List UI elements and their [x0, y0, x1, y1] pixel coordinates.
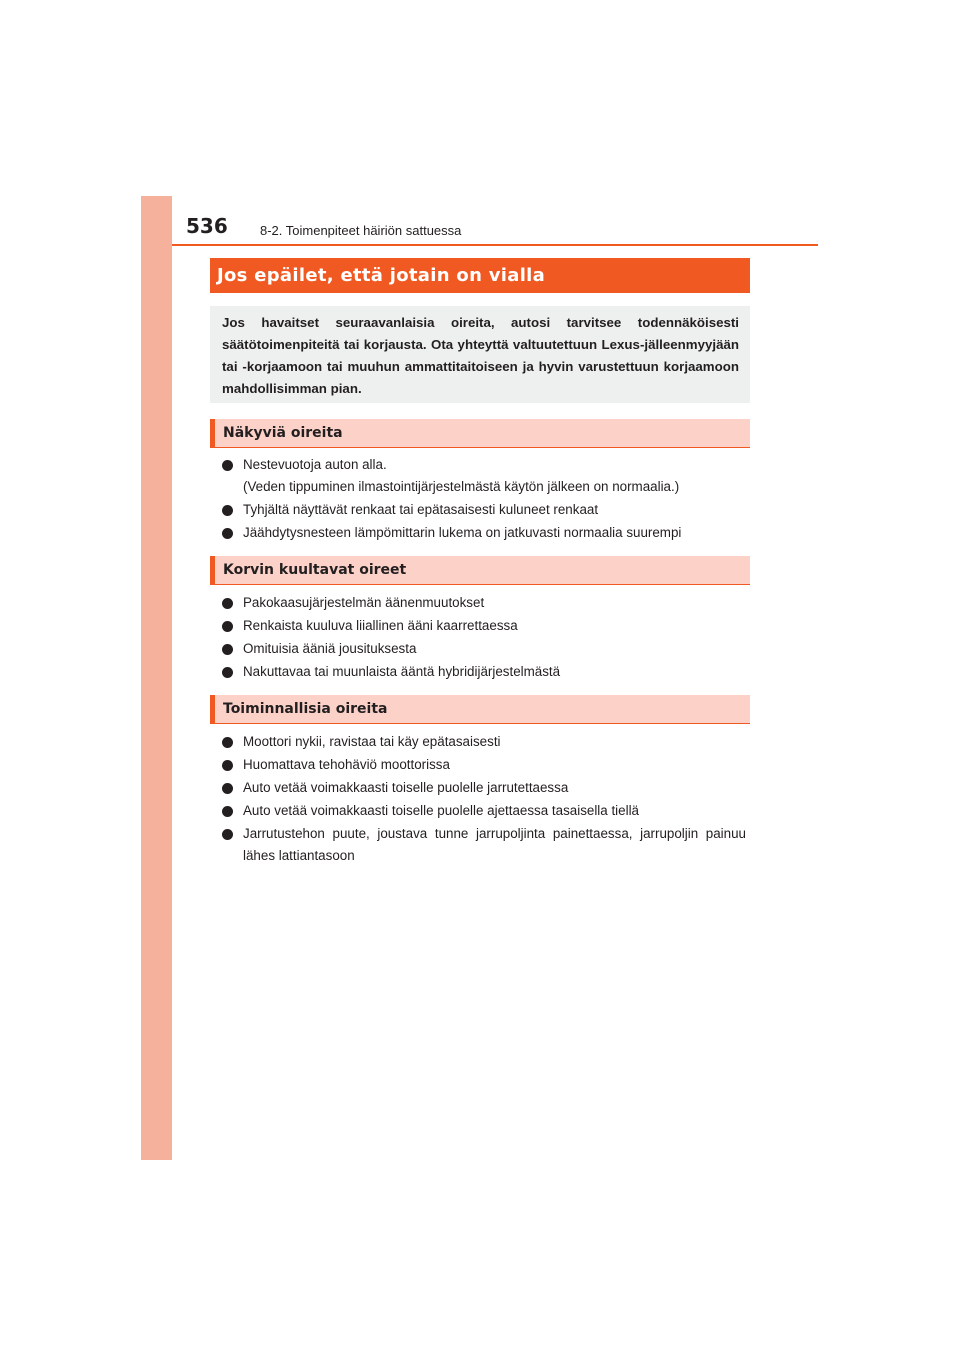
visible-symptoms-heading: Näkyviä oireita — [223, 425, 343, 441]
audible-symptoms-heading-bar — [210, 556, 750, 584]
visible-symptoms-list — [222, 454, 746, 545]
list-item — [222, 592, 746, 614]
list-item — [222, 499, 746, 521]
list-item-text: Pakokaasujärjestelmän äänenmuutokset — [243, 595, 485, 610]
list-item-text: Auto vetää voimakkaasti toiselle puolelle ajettaessa tasaisella tiellä — [243, 803, 639, 818]
list-item-text: Renkaista kuuluva liiallinen ääni kaarrettaessa — [243, 618, 518, 633]
bullet-icon — [222, 621, 233, 632]
bullet-icon — [222, 806, 233, 817]
bullet-icon — [222, 505, 233, 516]
header-rule — [172, 244, 818, 246]
list-item-text: Moottori nykii, ravistaa tai käy epätasaisesti — [243, 734, 501, 749]
bullet-icon — [222, 829, 233, 840]
list-item-text: Tyhjältä näyttävät renkaat tai epätasaisesti kuluneet renkaat — [243, 502, 599, 517]
list-item — [222, 777, 746, 799]
list-item — [222, 454, 746, 498]
list-item — [222, 754, 746, 776]
list-item — [222, 661, 746, 683]
audible-symptoms-list — [222, 592, 746, 684]
list-item — [222, 615, 746, 637]
chapter-header: 8-2. Toimenpiteet häiriön sattuessa — [260, 223, 462, 238]
list-item-text: Omituisia ääniä jousituksesta — [243, 641, 417, 656]
bullet-icon — [222, 644, 233, 655]
bullet-icon — [222, 528, 233, 539]
functional-symptoms-heading-bar — [210, 695, 750, 723]
list-item-text: Auto vetää voimakkaasti toiselle puolelle jarrutettaessa — [243, 780, 569, 795]
section-title-bar — [210, 258, 750, 293]
list-item-text: Nakuttavaa tai muunlaista ääntä hybridijärjestelmästä — [243, 664, 561, 679]
bullet-icon — [222, 783, 233, 794]
section-title: Jos epäilet, että jotain on vialla — [217, 265, 546, 286]
list-item-note: (Veden tippuminen ilmastointijärjestelmästä käytön jälkeen on normaalia.) — [243, 479, 680, 494]
list-item — [222, 522, 746, 544]
bullet-icon — [222, 737, 233, 748]
list-item-text: Jarrutustehon puute, joustava tunne jarrupoljinta painettaessa, jarrupoljin painuu lähes lattiantasoon — [243, 826, 746, 863]
intro-box — [210, 306, 750, 403]
functional-symptoms-list — [222, 731, 746, 868]
list-item — [222, 638, 746, 660]
list-item — [222, 731, 746, 753]
list-item-text: Nestevuotoja auton alla. — [243, 457, 387, 472]
bullet-icon — [222, 598, 233, 609]
list-item — [222, 800, 746, 822]
bullet-icon — [222, 667, 233, 678]
bullet-icon — [222, 760, 233, 771]
audible-symptoms-heading: Korvin kuultavat oireet — [223, 562, 407, 578]
page-number: 536 — [186, 214, 228, 238]
bullet-icon — [222, 460, 233, 471]
list-item-text: Huomattava tehohäviö moottorissa — [243, 757, 450, 772]
visible-symptoms-heading-bar — [210, 419, 750, 447]
list-item — [222, 823, 746, 867]
functional-symptoms-heading: Toiminnallisia oireita — [223, 701, 388, 717]
list-item-text: Jäähdytysnesteen lämpömittarin lukema on jatkuvasti normaalia suurempi — [243, 525, 682, 540]
intro-text: Jos havaitset seuraavanlaisia oireita, autosi tarvitsee todennäköisesti säätötoimenpiteitä tai korjausta. Ota yhteyttä valtuutettuun Lexus-jälleenmyyjään tai -korjaamoon tai muuhun ammattitaitoiseen ja hyvin varustettuun korjaamoon mahdollisimman pian. — [222, 315, 739, 396]
side-color-strip — [141, 196, 172, 1160]
